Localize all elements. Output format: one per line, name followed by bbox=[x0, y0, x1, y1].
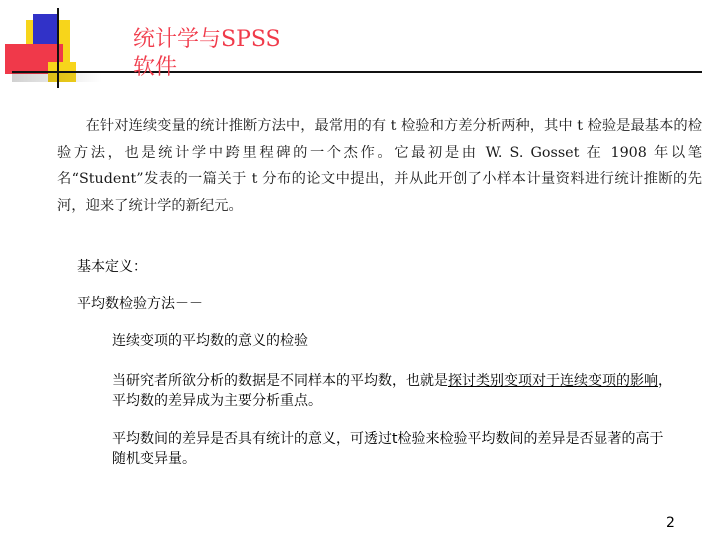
difference-significance-text: 平均数间的差异是否具有统计的意义，可透过t检验来检验平均数间的差异是否显著的高于随机变异量。 bbox=[112, 431, 664, 467]
decor-blue-square bbox=[33, 14, 59, 47]
intro-paragraph: 在针对连续变量的统计推断方法中，最常用的有 t 检验和方差分析两种，其中 t 检验是最基本的检验方法，也是统计学中跨里程碑的一个杰作。它最初是由 W. S. Gosset 在 1908 年以笔名“Student”发表的一篇关于 t 分布的论文中提出，并从此开创了小样本计量资料进行统计推断的先河，迎来了统计学的新纪元。 bbox=[57, 118, 702, 214]
continuous-variable-line: 连续变项的平均数的意义的检验 bbox=[112, 333, 308, 349]
decor-shadow bbox=[12, 72, 102, 82]
title-line-1: 统计学与SPSS bbox=[133, 27, 281, 52]
title-line-2: 软件 bbox=[133, 55, 178, 80]
header-divider bbox=[12, 71, 702, 73]
analysis-focus-part2: ，平均数的差异成为主要分析重点。 bbox=[112, 373, 672, 409]
slide-title bbox=[133, 26, 281, 82]
analysis-focus-text bbox=[112, 371, 672, 411]
analysis-focus-part1: 当研究者所欲分析的数据是不同样本的平均数，也就是 bbox=[112, 373, 448, 389]
page-number: 2 bbox=[666, 515, 675, 531]
analysis-focus-underlined: 探讨类别变项对于连续变项的影响 bbox=[448, 373, 658, 389]
method-heading: 平均数检验方法－－ bbox=[77, 296, 203, 312]
definition-heading: 基本定义： bbox=[77, 259, 147, 275]
